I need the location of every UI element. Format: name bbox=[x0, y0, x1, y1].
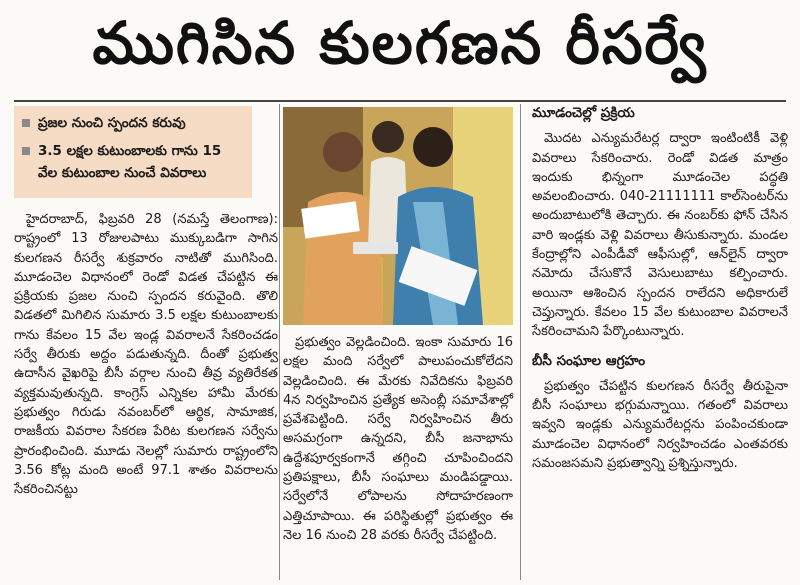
article-column-3 bbox=[532, 104, 788, 473]
highlight-item bbox=[14, 106, 252, 134]
column-divider bbox=[520, 104, 521, 580]
bullet-icon bbox=[22, 119, 30, 127]
article-paragraph: హైదరాబాద్, ఫిబ్రవరి 28 (నమస్తే తెలంగాణ): రాష్ట్రంలో 13 రోజులపాటు ముక్కుబడిగా సాగిన కులగణన రీసర్వే శుక్రవారం నాటితో ముగిసింది. మూడంచెల విధానంలో రెండో విడత చేపట్టిన ఈ ప్రక్రియకు ప్రజల నుంచి స్పందన కరువైంది. తొలి విడతలో మిగిలిన సుమారు 3.5 లక్షల కుటుంబాలకు గాను కేవలం 15 వేల ఇండ్ల వివరాలనే సేకరించడం సర్వే తీరుకు అద్దం పడుతున్నది. దీంతో ప్రభుత్వ ఉదాసీన వైఖరిపై బీసీ వర్గాల నుంచి తీవ్ర వ్యతిరేకత వ్యక్తమవుతున్నది. కాంగ్రెస్ ఎన్నికల హామీ మేరకు ప్రభుత్వం గిరుడు నవంబర్‌లో ఆర్థిక, సామాజిక, రాజకీయ వివరాల సేకరణ పేరిట కులగణన సర్వేను ప్రారంభించింది. మూడు నెలల్లో సుమారు రాష్ట్రంలోని 3.56 కోట్ల మంది అంటే 97.1 శాతం వివరాలను సేకరించినట్టు bbox=[14, 212, 278, 498]
highlight-item bbox=[14, 134, 252, 184]
article-paragraph: ప్రభుత్వం వెల్లడించింది. ఇంకా సుమారు 16 లక్షల మంది సర్వేలో పాలుపంచుకోలేదని వెల్లడించింది. ఈ మేరకు నివేదికను ఫిబ్రవరి 4న నిర్వహించిన ప్రత్యేక అసెంబ్లీ సమావేశాల్లో ప్రవేశపెట్టింది. సర్వే నిర్వహించిన తీరు అసమగ్రంగా ఉన్నదని, బీసీ జనాభాను ఉద్దేశపూర్వకంగానే తగ్గించి చూపించిందని ప్రతిపక్షాలు, బీసీ సంఘాలు మండిపడ్డాయి. సర్వేలోనే లోపాలను సోదాహరణంగా ఎత్తిచూపాయి. ఈ పరిస్థితుల్లో ప్రభుత్వం ఈ నెల 16 నుంచి 28 వరకు రీసర్వే చేపట్టింది. bbox=[283, 335, 513, 543]
highlight-text: ప్రజల నుంచి స్పందన కరువు bbox=[38, 115, 186, 131]
article-paragraph: మొదట ఎన్యుమరేటర్ల ద్వారా ఇంటింటికీ వెళ్లి వివరాలు సేకరించారు. రెండో విడత మాత్రం ఇందుకు భిన్నంగా మూడంచెల పద్ధతి అవలంబించారు. 040-21111111 కాల్‌సెంటర్‌ను అందుబాటులోకి తెచ్చారు. ఈ నంబర్‌కు ఫోన్ చేసిన వారి ఇండ్లకు వెళ్లి వివరాలు తీసుకున్నారు. మండల కేంద్రాల్లోని ఎంపీడీవో ఆఫీసుల్లో, ఆన్‌లైన్ ద్వారా నమోదు చేసుకొనే వెసులుబాటు కల్పించారు. అయినా ఆశించిన స్పందన రాలేదని అధికారులే చెప్తున్నారు. కేవలం 15 వేల కుటుంబాల వివరాలనే సేకరించామని పేర్కొంటున్నారు. bbox=[532, 131, 788, 340]
article-paragraph: ప్రభుత్వం చేపట్టిన కులగణన రీసర్వే తీరుపైనా బీసీ సంఘాలు భగ్గుమన్నాయి. గతంలో వివరాలు ఇవ్వని ఇండ్లకు ఎన్యుమరేటర్లను పంపించకుండా మూడంచెల విధానంలో నిర్వహించడం ఎంతవరకు సమంజసమని ప్రభుత్వాన్ని ప్రశ్నిస్తున్నారు. bbox=[532, 378, 788, 472]
subheading: బీసీ సంఘాల ఆగ్రహం bbox=[532, 352, 646, 369]
headline-rule bbox=[14, 100, 786, 102]
survey-photo-illustration bbox=[283, 107, 513, 325]
article-column-2 bbox=[283, 333, 513, 545]
news-photo bbox=[283, 107, 513, 325]
bullet-icon bbox=[22, 147, 30, 155]
subheading: మూడంచెల్లో ప్రక్రియ bbox=[532, 105, 635, 121]
article-column-1 bbox=[14, 210, 278, 499]
column-divider bbox=[279, 104, 280, 580]
highlight-text: 3.5 లక్షల కుటుంబాలకు గాను 15 వేల కుటుంబాల నుంచే వివరాలు bbox=[38, 143, 222, 181]
highlights-box bbox=[14, 106, 252, 198]
headline: ముగిసిన కులగణన రీసర్వే bbox=[92, 8, 708, 77]
